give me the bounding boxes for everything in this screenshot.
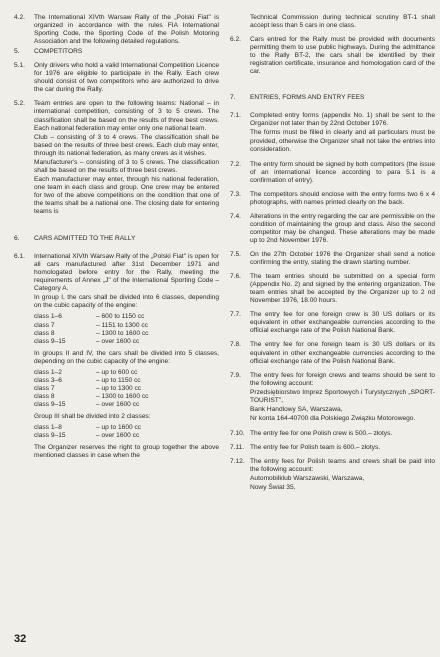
class-row (34, 338, 219, 346)
class-capacity: – 1300 to 1600 cc (96, 329, 149, 337)
paragraph-body (34, 100, 219, 217)
class-table-group-3 (34, 424, 219, 440)
class-name: class 8 (34, 392, 55, 400)
section-number: 7. (230, 94, 236, 102)
class-capacity: – 600 to 1150 cc (96, 313, 145, 321)
left-column (14, 14, 219, 463)
account-line: Automobilklub Warszawski, Warszawa, (250, 475, 365, 483)
section-number: 7.4. (230, 212, 241, 220)
heading-6 (14, 235, 219, 243)
paragraph-text: The entry fee for Polish team is 600.– złotys. (250, 443, 381, 451)
paragraph-7-4 (230, 213, 435, 245)
class-capacity: – up to 1300 cc (96, 384, 142, 392)
paragraph-text: The Organizer reserves the right to group together the above mentioned classes in case when the (34, 444, 219, 460)
class-name: class 7 (34, 384, 55, 392)
section-number: 7.9. (230, 371, 241, 379)
account-line: Bank Handlowy SA, Warszawa, (250, 405, 343, 413)
class-name: class 1–8 (34, 424, 62, 432)
paragraph-5-1 (14, 62, 219, 94)
paragraph-text: The competitors should enclose with the entry forms two 6 x 4 photographs, with names printed clearly on the back. (250, 190, 435, 206)
paragraph-text: In group I, the cars shall be divided into 6 classes, depending on the cubic capacity of the engine: (34, 294, 219, 310)
class-capacity: – over 1600 cc (96, 432, 140, 440)
section-number: 7.2. (230, 160, 241, 168)
section-heading: COMPETITORS (34, 48, 83, 56)
section-heading: ENTRIES, FORMS AND ENTRY FEES (250, 94, 365, 102)
section-number: 5.1. (14, 62, 25, 70)
paragraph-7-12 (230, 458, 435, 493)
account-line: Nowy Świat 35, (250, 484, 296, 492)
paragraph-text: On the 27th October 1976 the Organizer shall send a notice confirming the entry, stating the drawn starting number. (250, 251, 435, 267)
class-row (34, 432, 219, 440)
class-name: class 3–6 (34, 376, 62, 384)
paragraph-text: Technical Commission during technical scrutiny BT-1 shall accept less than 5 cars in one class. (250, 14, 435, 30)
paragraph-text: Club – consisting of 3 to 4 crews. The classification shall be based on the results of three best crews. Each club may enter, through its national federation, as many crews as it wishes. (34, 133, 219, 157)
paragraph-text: Each manufacturer may enter, through his national federation, one team in each class and group. One crew may be entered for two of the above competitions on the condition that one of the teams shall be a national one. The closing date for entering teams is (34, 175, 219, 216)
paragraph-body (250, 458, 435, 493)
paragraph-7-10 (230, 430, 435, 438)
class-name: class 9–15 (34, 337, 66, 345)
paragraph-text: International XIVth Warsaw Rally of the „Polski Fiat" is open for all cars manufactured after 31st December 1971 and homologated before entry for the Rally, meeting the requirements of Annex „J" of the International Sporting Code – Category A. (34, 253, 219, 293)
paragraph-4-2 (14, 14, 219, 46)
paragraph-6-2 (230, 36, 435, 76)
class-row (34, 330, 219, 338)
paragraph-body (250, 112, 435, 154)
paragraph-7-3 (230, 191, 435, 207)
paragraph-7-5 (230, 251, 435, 267)
heading-7 (230, 94, 435, 102)
class-row (34, 401, 219, 409)
class-row (34, 424, 219, 432)
paragraph-text: Manufacturer's – consisting of 3 to 5 crews. The classification shall be based on the results of three best crews. (34, 158, 219, 174)
section-number: 5. (14, 48, 20, 56)
class-row (34, 313, 219, 321)
class-name: class 1–6 (34, 313, 62, 321)
paragraph-text: The entry fee for one foreign team is 30 US dollars or its equivalent in other exchangeable currencies according to the official exchange rate of the Polish National Bank. (250, 341, 435, 365)
paragraph-text: In groups II and IV, the cars shall be divided into 5 classes, depending on the cubic capacity of the engine: (34, 349, 219, 365)
paragraph-text: Group III shall be divided into 2 classes: (34, 412, 151, 420)
paragraph-text: The International XIVth Warsaw Rally of the „Polski Fiat" is organized in accordance with the rules FIA International Sporting Code, the Sporting Code of the Polish Motoring Association and the following detailed regulations. (34, 14, 219, 46)
class-capacity: – over 1600 cc (96, 337, 140, 345)
section-number: 4.2. (14, 14, 25, 21)
section-number-empty (230, 14, 250, 30)
class-capacity: – up to 600 cc (96, 368, 138, 376)
class-capacity: – 1300 to 1600 cc (96, 392, 149, 400)
paragraph-text: The entry form should be signed by both competitors (the issue of an international licence according to para 5.1 is a confirmation of entry). (250, 160, 435, 184)
paragraph-6-1 (14, 253, 219, 461)
class-row (34, 385, 219, 393)
class-capacity: – over 1600 cc (96, 400, 140, 408)
account-line: Nr konta 164-40700 dla Polskiego Związku Motorowego. (250, 414, 416, 422)
account-line: Przedsiębiorstwo Imprez Sportowych i Turystycznych „SPORT-TOURIST", (250, 388, 435, 404)
section-number: 6. (14, 235, 20, 243)
section-number: 7.1. (230, 112, 241, 120)
heading-5 (14, 48, 219, 56)
paragraph-text: Team entries are open to the following teams: National – in international competition, consisting of 3 to 5 crews. The classification shall be based on the results of three best crews. Each national federation may enter only one national team. (34, 100, 219, 132)
paragraph-7-9 (230, 372, 435, 424)
paragraph-text: The entry fee for one foreign crew is 30 US dollars or its equivalent in other exchangeable currencies according to the official exchange rate of the Polish National Bank. (250, 311, 435, 335)
class-capacity: – 1151 to 1300 cc (96, 321, 148, 329)
paragraph-7-1 (230, 112, 435, 154)
section-number: 7.3. (230, 190, 241, 198)
section-number: 6.1. (14, 253, 25, 261)
class-row (34, 369, 219, 377)
paragraph-text: Completed entry forms (appendix No. 1) shall be sent to the Organizer not later than by 22nd October 1976. (250, 112, 435, 128)
right-column (230, 14, 435, 495)
class-name: class 9–15 (34, 432, 66, 440)
section-heading: CARS ADMITTED TO THE RALLY (34, 235, 136, 243)
paragraph-7-11 (230, 444, 435, 452)
paragraph-text: Alterations in the entry regarding the car are permissible on the condition of maintaining the group and class. Also the second competitor may be changed. These alterations may be made up to 2nd November 1976. (250, 212, 435, 244)
section-number: 7.11. (230, 443, 245, 451)
class-name: class 7 (34, 321, 55, 329)
class-row (34, 393, 219, 401)
class-table-group-2 (34, 369, 219, 409)
section-number: 7.6. (230, 273, 241, 281)
paragraph-7-6 (230, 273, 435, 305)
class-table-group-1 (34, 313, 219, 345)
paragraph-continued (230, 14, 435, 30)
class-capacity: – up to 1600 cc (96, 424, 142, 432)
paragraph-text: Only drivers who hold a valid International Competition Licence for 1976 are eligible to participate in the Rally. Each crew should consist of two competitors who are authorized to drive the car during the Rally. (34, 62, 219, 94)
section-number: 6.2. (230, 36, 241, 44)
section-number: 7.8. (230, 341, 241, 349)
class-capacity: – up to 1150 cc (96, 376, 141, 384)
paragraph-body (34, 253, 219, 461)
paragraph-text: The entry fees for Polish teams and crews shall be paid into the following account: (250, 457, 435, 474)
class-name: class 1–2 (34, 368, 62, 376)
class-row (34, 322, 219, 330)
section-number: 5.2. (14, 100, 25, 108)
page-number: 32 (14, 633, 27, 645)
class-name: class 9–15 (34, 400, 66, 408)
section-number: 7.10. (230, 429, 245, 437)
class-row (34, 377, 219, 385)
paragraph-body (250, 372, 435, 424)
section-number: 7.7. (230, 311, 241, 319)
paragraph-5-2 (14, 100, 219, 217)
section-number: 7.12. (230, 457, 245, 465)
paragraph-text: The team entries should be submitted on a special form (Appendix No. 2) and signed by the entering organization. The team entries shall be accepted by the Organizer up to 2 nd November 1976, 18.00 hours. (250, 273, 435, 305)
paragraph-7-2 (230, 161, 435, 185)
paragraph-text: The entry fees for foreign crews and teams should be sent to the following account: (250, 371, 435, 387)
section-number: 7.5. (230, 251, 241, 259)
class-name: class 8 (34, 329, 55, 337)
paragraph-text: The entry fee for one Polish crew is 500.– złotys. (250, 429, 393, 437)
paragraph-text: Cars entred for the Rally must be provided with documents permitting them to use public highways. During the admittance to the Rally BT-2, the cars shall be identified by their registration certificate, insurance and homologation card of the car. (250, 36, 435, 76)
paragraph-7-7 (230, 311, 435, 335)
paragraph-text: The forms must be filled in clearly and all particulars must be provided, otherwise the Organizer shall not take the entries into consideration. (250, 129, 435, 153)
paragraph-7-8 (230, 341, 435, 365)
